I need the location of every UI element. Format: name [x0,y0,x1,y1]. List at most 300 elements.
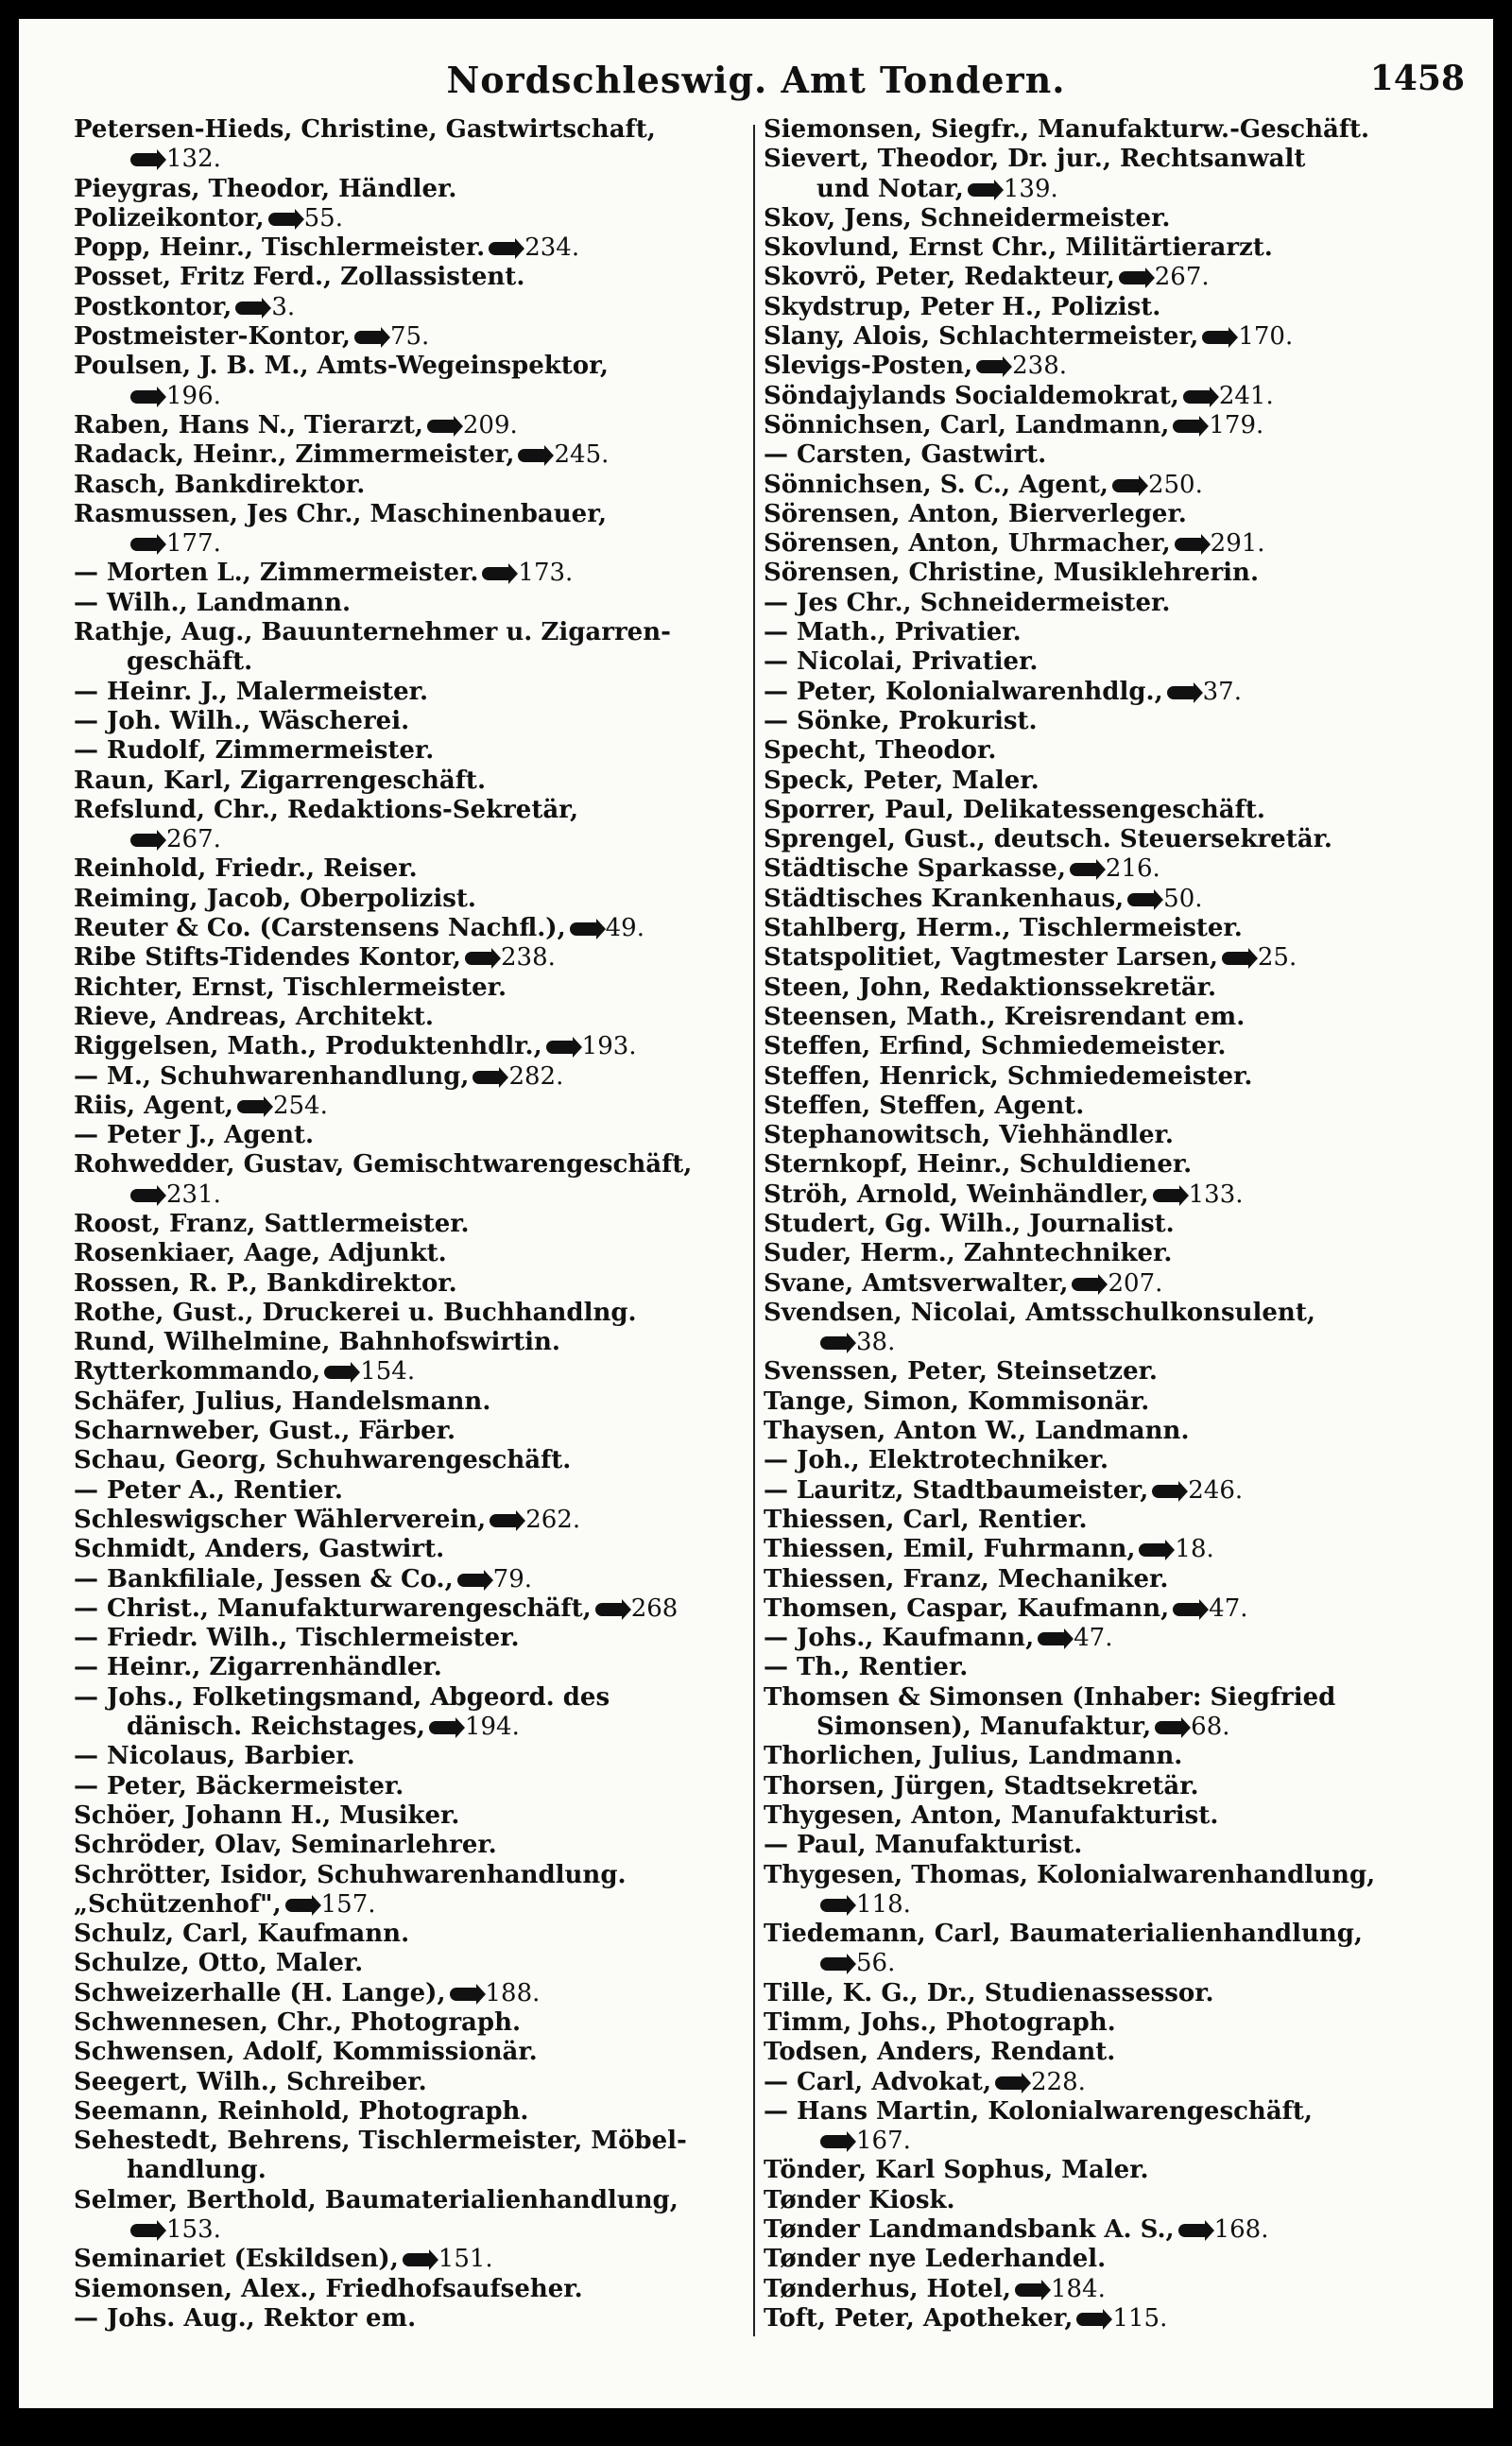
directory-entry [74,2008,743,2038]
directory-entry [74,1772,743,1801]
directory-entry [764,175,1444,204]
entry-text: Tønder nye Lederhandel. [764,2245,1107,2274]
phone-number: 167. [856,2127,911,2156]
entry-text: Todsen, Anders, Rendant. [764,2038,1116,2067]
entry-text: — Peter A., Rentier. [74,1475,343,1505]
directory-entry [764,1328,1444,1357]
entry-text: Sehestedt, Behrens, Tischlermeister, Möbel- [74,2127,687,2156]
entry-text: Steffen, Henrick, Schmiedemeister. [764,1061,1253,1091]
directory-entry [764,647,1444,677]
directory-entry [764,736,1444,766]
phone-number: 228. [1031,2067,1086,2096]
right-column [764,115,1444,2334]
entry-text: Scharnweber, Gust., Färber. [74,1417,456,1446]
entry-text: Siemonsen, Alex., Friedhofsaufseher. [74,2274,583,2303]
telephone-pointer-icon [450,1988,478,2001]
entry-text: Sörensen, Christine, Musiklehrerin. [764,559,1259,588]
telephone-pointer-icon [354,331,383,344]
phone-number: 267. [1154,263,1210,292]
entry-text: Tiedemann, Carl, Baumaterialienhandlung, [764,1920,1363,1949]
directory-entry [74,914,743,943]
entry-text: Svenssen, Peter, Steinsetzer. [764,1357,1158,1387]
telephone-pointer-icon [130,390,159,404]
entry-text: Steen, John, Redaktionssekretär. [764,973,1217,1002]
directory-entry [764,1506,1444,1535]
entry-text: Selmer, Berthold, Baumaterialienhandlung, [74,2185,679,2214]
column-divider [753,125,755,2336]
entry-text: Skov, Jens, Schneidermeister. [764,203,1171,233]
telephone-pointer-icon [995,2076,1023,2090]
entry-text: Schmidt, Anders, Gastwirt. [74,1535,445,1564]
entry-text: Schröder, Olav, Seminarlehrer. [74,1831,497,1860]
phone-number: 184. [1050,2274,1106,2303]
entry-text: — M., Schuhwarenhandlung, [74,1061,470,1091]
telephone-pointer-icon [1155,1721,1183,1734]
directory-entry [74,854,743,884]
telephone-pointer-icon [820,1336,849,1350]
entry-text: — Carl, Advokat, [764,2067,991,2096]
directory-entry [764,1624,1444,1653]
entry-text: — Heinr. J., Malermeister. [74,677,429,706]
directory-entry [74,1328,743,1357]
entry-text: Thiessen, Emil, Fuhrmann, [764,1535,1136,1564]
phone-number: 47. [1209,1593,1248,1623]
entry-text: Refslund, Chr., Redaktions-Sekretär, [74,795,579,824]
telephone-pointer-icon [1153,1189,1181,1202]
directory-entry [74,1713,743,1742]
directory-entry [74,352,743,381]
directory-entry [74,618,743,647]
phone-number: 47. [1074,1624,1113,1653]
entry-text: Tønder Kiosk. [764,2185,955,2214]
entry-text: Rasch, Bankdirektor. [74,470,366,499]
directory-entry [764,1032,1444,1061]
entry-text: Seemann, Reinhold, Photograph. [74,2096,529,2126]
entry-text: Skovlund, Ernst Chr., Militärtierarzt. [764,233,1273,263]
directory-entry [74,2156,743,2185]
directory-entry [764,1299,1444,1328]
left-column [74,115,743,2334]
entry-text: — Paul, Manufakturist. [764,1831,1083,1860]
telephone-pointer-icon [1119,271,1147,284]
phone-number: 151. [438,2245,493,2274]
entry-text: — Johs. Aug., Rektor em. [74,2303,417,2333]
entry-text: Poulsen, J. B. M., Amts-Wegeinspektor, [74,352,609,381]
directory-entry [764,1861,1444,1890]
entry-text: Thiessen, Carl, Rentier. [764,1505,1088,1534]
telephone-pointer-icon [1112,479,1141,492]
directory-entry [764,1092,1444,1121]
directory-entry [74,1357,743,1387]
directory-entry [74,1269,743,1299]
directory-entry [74,1949,743,1978]
directory-entry [764,1121,1444,1150]
entry-text: — Johs., Kaufmann, [764,1624,1035,1653]
directory-entry [74,2304,743,2334]
telephone-pointer-icon [489,242,517,255]
entry-text: — Nicolai, Privatier. [764,647,1039,677]
telephone-pointer-icon [1127,893,1156,906]
telephone-pointer-icon [490,1514,518,1527]
telephone-pointer-icon [472,1071,501,1084]
phone-number: 37. [1202,677,1242,706]
entry-text: — Jes Chr., Schneidermeister. [764,588,1171,617]
directory-entry [764,411,1444,440]
telephone-pointer-icon [820,2135,849,2148]
entry-text: Schäfer, Julius, Handelsmann. [74,1387,491,1416]
entry-text: Riggelsen, Math., Produktenhdlr., [74,1032,542,1061]
telephone-pointer-icon [546,1041,575,1054]
directory-entry [764,1357,1444,1387]
telephone-pointer-icon [1167,686,1195,699]
telephone-pointer-icon [482,567,510,580]
directory-entry [74,1594,743,1624]
directory-entry [764,973,1444,1003]
entry-text: Tönder, Karl Sophus, Maler. [764,2156,1149,2185]
directory-entry [74,559,743,588]
phone-number: 154. [360,1357,416,1387]
directory-entry [764,322,1444,352]
entry-text: Ströh, Arnold, Weinhändler, [764,1180,1149,1209]
directory-entry [764,1062,1444,1092]
phone-number: 133. [1188,1180,1244,1209]
directory-entry [74,145,743,174]
directory-entry [764,1417,1444,1446]
telephone-pointer-icon [1139,1543,1167,1557]
phone-number: 49. [605,914,644,943]
telephone-pointer-icon [968,183,996,197]
telephone-pointer-icon [1173,1603,1201,1616]
entry-text: Thygesen, Anton, Manufakturist. [764,1800,1219,1830]
telephone-pointer-icon [235,301,264,315]
entry-text: Städtische Sparkasse, [764,854,1066,884]
directory-entry [764,263,1444,292]
telephone-pointer-icon [1173,420,1201,433]
phone-number: 267. [166,825,221,854]
phone-number: 254. [272,1091,328,1120]
entry-text: Sörensen, Anton, Uhrmacher, [764,529,1171,559]
phone-number: 115. [1112,2303,1168,2333]
directory-entry [764,1150,1444,1180]
page-header [19,59,1493,106]
directory-entry [764,1979,1444,2008]
directory-entry [764,145,1444,174]
directory-entry [74,973,743,1003]
directory-entry [764,440,1444,470]
entry-text: Richter, Ernst, Tischlermeister. [74,973,507,1002]
telephone-pointer-icon [1076,2313,1105,2326]
directory-entry [764,854,1444,884]
entry-text: Slany, Alois, Schlachtermeister, [764,322,1199,352]
entry-text: Sönnichsen, Carl, Landmann, [764,410,1170,439]
entry-text: — Johs., Folketingsmand, Abgeord. des [74,1682,610,1712]
entry-text: Rieve, Andreas, Architekt. [74,1002,434,1031]
directory-entry [764,382,1444,411]
entry-text: Schulz, Carl, Kaufmann. [74,1920,410,1949]
entry-text: — Rudolf, Zimmermeister. [74,736,435,766]
directory-entry [74,263,743,292]
entry-text: Toft, Peter, Apotheker, [764,2303,1074,2333]
telephone-pointer-icon [976,360,1005,373]
entry-text: Pieygras, Theodor, Händler. [74,174,457,203]
directory-entry [74,233,743,263]
entry-text: Reinhold, Friedr., Reiser. [74,854,418,884]
phone-number: 193. [581,1032,637,1061]
directory-entry [74,1506,743,1535]
telephone-pointer-icon [457,1574,486,1587]
entry-text: — Wilh., Landmann. [74,588,352,617]
phone-number: 177. [166,529,221,559]
directory-entry [764,1683,1444,1713]
entry-text: Stahlberg, Herm., Tischlermeister. [764,914,1243,943]
phone-number: 170. [1238,322,1294,352]
directory-entry [764,1210,1444,1239]
directory-entry [764,1239,1444,1268]
entry-text: Rothe, Gust., Druckerei u. Buchhandlng. [74,1298,637,1327]
phone-number: 291. [1210,529,1265,559]
directory-entry [74,1239,743,1268]
telephone-pointer-icon [1152,1485,1180,1498]
directory-entry [764,943,1444,973]
directory-entry [74,825,743,854]
directory-entry [74,647,743,677]
telephone-pointer-icon [324,1366,352,1379]
phone-number: 38. [856,1328,896,1357]
entry-text: Skydstrup, Peter H., Polizist. [764,292,1161,321]
entry-text: Simonsen), Manufaktur, [816,1713,1152,1742]
directory-entry [74,382,743,411]
phone-number: 238. [500,943,556,973]
entry-text: Raun, Karl, Zigarrengeschäft. [74,766,486,795]
directory-entry [74,767,743,796]
entry-text: Suder, Herm., Zahntechniker. [764,1239,1173,1268]
phone-number: 79. [492,1564,533,1593]
entry-text: Schleswigscher Wählerverein, [74,1505,487,1534]
phone-number: 188. [485,1978,541,2007]
phone-number: 56. [856,1949,896,1978]
directory-entry [74,1476,743,1506]
directory-entry [764,1713,1444,1742]
directory-entry [74,1861,743,1890]
directory-entry [764,618,1444,647]
telephone-pointer-icon [1178,2224,1207,2237]
directory-entry [74,1387,743,1417]
directory-entry [764,1269,1444,1299]
entry-text: Sprengel, Gust., deutsch. Steuersekretär. [764,825,1332,854]
entry-text: Tønderhus, Hotel, [764,2274,1011,2303]
entry-text: Thiessen, Franz, Mechaniker. [764,1564,1169,1593]
telephone-pointer-icon [1070,863,1098,876]
directory-entry [764,796,1444,825]
directory-entry [764,1387,1444,1417]
entry-text: — Peter, Kolonialwarenhdlg., [764,677,1163,706]
telephone-pointer-icon [130,153,159,166]
directory-entry [74,1565,743,1594]
directory-entry [764,293,1444,322]
directory-entry [764,559,1444,588]
phone-number: 262. [525,1505,581,1534]
directory-entry [764,1003,1444,1032]
directory-entry [74,2068,743,2097]
entry-text: Rasmussen, Jes Chr., Maschinenbauer, [74,499,608,528]
entry-text: Thygesen, Thomas, Kolonialwarenhandlung, [764,1860,1376,1889]
directory-entry [764,707,1444,736]
phone-number: 68. [1191,1713,1230,1742]
directory-entry [74,678,743,707]
directory-entry [74,115,743,145]
telephone-pointer-icon [1202,331,1230,344]
directory-entry [74,1032,743,1061]
entry-text: Rathje, Aug., Bauunternehmer u. Zigarren- [74,618,671,647]
phone-number: 207. [1108,1268,1163,1298]
entry-text: Rytterkommando, [74,1357,321,1387]
phone-number: 3. [271,292,296,321]
directory-entry [74,1150,743,1180]
entry-text: Schöer, Johann H., Musiker. [74,1800,460,1830]
telephone-pointer-icon [1222,952,1250,965]
telephone-pointer-icon [427,420,455,433]
directory-entry [74,707,743,736]
entry-text: Svane, Amtsverwalter, [764,1268,1069,1298]
directory-entry [74,1121,743,1150]
directory-entry [74,1920,743,1949]
directory-entry [74,1742,743,1771]
telephone-pointer-icon [237,1100,266,1113]
entry-text: dänisch. Reichstages, [127,1713,425,1742]
directory-entry [74,1092,743,1121]
entry-text: Timm, Johs., Photograph. [764,2008,1116,2037]
entry-text: Riis, Agent, [74,1091,233,1120]
telephone-pointer-icon [130,538,159,551]
entry-text: Seminariet (Eskildsen), [74,2245,399,2274]
phone-number: 75. [389,322,430,352]
entry-text: Sönnichsen, S. C., Agent, [764,470,1108,499]
telephone-pointer-icon [820,1957,849,1971]
phone-number: 139. [1003,174,1058,203]
entry-text: Steffen, Erfind, Schmiedemeister. [764,1032,1227,1061]
directory-entry [74,885,743,914]
telephone-pointer-icon [518,449,546,462]
directory-entry [764,1535,1444,1564]
entry-text: — Sönke, Prokurist. [764,706,1038,735]
entry-text: — Nicolaus, Barbier. [74,1742,355,1771]
directory-entry [74,2245,743,2274]
phone-number: 173. [518,559,574,588]
entry-text: — Joh. Wilh., Wäscherei. [74,706,410,735]
directory-entry [764,1801,1444,1831]
directory-entry [764,2186,1444,2215]
entry-text: Rund, Wilhelmine, Bahnhofswirtin. [74,1328,560,1357]
phone-number: 179. [1209,410,1264,439]
entry-text: Steensen, Math., Kreisrendant em. [764,1002,1246,1031]
directory-entry [764,767,1444,796]
entry-text: Siemonsen, Siegfr., Manufakturw.-Geschäft. [764,115,1370,144]
phone-number: 231. [166,1180,221,1209]
entry-text: — Morten L., Zimmermeister. [74,559,479,588]
telephone-pointer-icon [285,1899,314,1912]
entry-text: Tille, K. G., Dr., Studienassessor. [764,1978,1214,2007]
directory-entry [764,233,1444,263]
phone-number: 50. [1163,884,1203,913]
directory-entry [74,2275,743,2304]
entry-text: Schrötter, Isidor, Schuhwarenhandlung. [74,1860,627,1889]
directory-entry [74,1062,743,1092]
directory-entry [74,1683,743,1713]
entry-text: Schwensen, Adolf, Kommissionär. [74,2038,538,2067]
phone-number: 282. [508,1061,564,1091]
entry-text: Thomsen, Caspar, Kaufmann, [764,1593,1170,1623]
entry-text: — Math., Privatier. [764,618,1022,647]
entry-text: Specht, Theodor. [764,736,997,766]
directory-entry [74,322,743,352]
directory-entry [764,1890,1444,1920]
entry-text: Petersen-Hieds, Christine, Gastwirtschaft, [74,115,656,144]
entry-text: — Joh., Elektrotechniker. [764,1446,1109,1475]
telephone-pointer-icon [465,952,493,965]
directory-entry [764,2304,1444,2334]
entry-text: Thomsen & Simonsen (Inhaber: Siegfried [764,1682,1336,1712]
entry-text: Schulze, Otto, Maler. [74,1949,364,1978]
phone-number: 157. [320,1889,376,1919]
directory-entry [74,529,743,559]
entry-text: Radack, Heinr., Zimmermeister, [74,440,515,470]
directory-entry [74,1180,743,1210]
directory-entry [74,175,743,204]
telephone-pointer-icon [595,1603,624,1616]
entry-text: — Hans Martin, Kolonialwarengeschäft, [764,2096,1313,2126]
phone-number: 132. [166,145,221,174]
directory-entry [764,1831,1444,1860]
entry-text: geschäft. [127,647,253,677]
phone-number: 194. [464,1713,520,1742]
entry-text: Seegert, Wilh., Schreiber. [74,2067,427,2096]
entry-text: Popp, Heinr., Tischlermeister. [74,233,486,263]
phone-number: 241. [1218,381,1274,410]
directory-entry [74,1890,743,1920]
directory-entry [764,1949,1444,1978]
entry-text: — Carsten, Gastwirt. [764,440,1047,470]
entry-text: Thaysen, Anton W., Landmann. [764,1417,1190,1446]
directory-entry [74,1299,743,1328]
directory-entry [74,1653,743,1682]
directory-entry [764,1772,1444,1801]
entry-text: Postmeister-Kontor, [74,322,351,352]
entry-text: Svendsen, Nicolai, Amtsschulkonsulent, [764,1298,1315,1327]
phone-number: 118. [856,1889,911,1919]
directory-entry [764,2245,1444,2274]
directory-entry [764,1920,1444,1949]
directory-entry [764,589,1444,618]
phone-number: 250. [1147,470,1203,499]
entry-text: Söndajylands Socialdemokrat, [764,381,1179,410]
entry-text: Studert, Gg. Wilh., Journalist. [764,1209,1175,1238]
entry-text: Reuter & Co. (Carstensens Nachfl.), [74,914,566,943]
directory-entry [74,411,743,440]
running-title: Nordschleswig. Amt Tondern. [446,59,1066,101]
directory-entry [74,796,743,825]
telephone-pointer-icon [1038,1632,1066,1645]
directory-entry [764,2215,1444,2245]
directory-page [19,19,1493,2408]
directory-entry [764,2156,1444,2185]
entry-text: Steffen, Steffen, Agent. [764,1091,1085,1120]
directory-entry [764,352,1444,381]
directory-entry [74,1446,743,1475]
phone-number: 153. [166,2215,221,2245]
directory-entry [764,204,1444,233]
entry-text: Thorlichen, Julius, Landmann. [764,1742,1183,1771]
entry-text: Slevigs-Posten, [764,352,973,381]
